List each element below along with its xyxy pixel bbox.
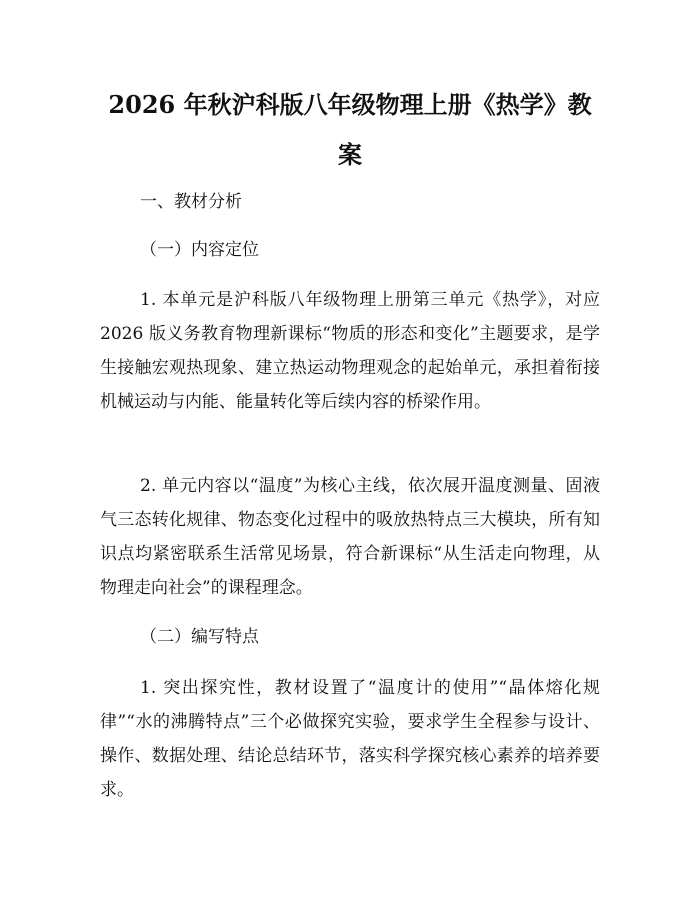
subsection-heading-content-positioning: （一）内容定位	[140, 240, 259, 260]
document-title: 2026 年秋沪科版八年级物理上册《热学》教案	[108, 90, 592, 169]
paragraph-content-positioning-1: 1. 本单元是沪科版八年级物理上册第三单元《热学》，对应 2026 版义务教育物理新课标“物质的形态和变化”主题要求，是学生接触宏观热现象、建立热运动物理观念的起始单元，承担着衔接机械运动与内能、能量转化等后续内容的桥梁作用。	[100, 290, 600, 412]
paragraph-writing-features-1: 1. 突出探究性，教材设置了“温度计的使用”“晶体熔化规律”“水的沸腾特点”三个必做探究实验，要求学生全程参与设计、操作、数据处理、结论总结环节，落实科学探究核心素养的培养要求。	[100, 678, 600, 800]
section-heading-textbook-analysis: 一、教材分析	[140, 192, 242, 212]
subsection-heading-writing-features: （二）编写特点	[140, 627, 259, 647]
paragraph-content-positioning-2: 2. 单元内容以“温度”为核心主线，依次展开温度测量、固液气三态转化规律、物态变化过程中的吸放热特点三大模块，所有知识点均紧密联系生活常见场景，符合新课标“从生活走向物理，从物理走向社会”的课程理念。	[100, 476, 600, 598]
